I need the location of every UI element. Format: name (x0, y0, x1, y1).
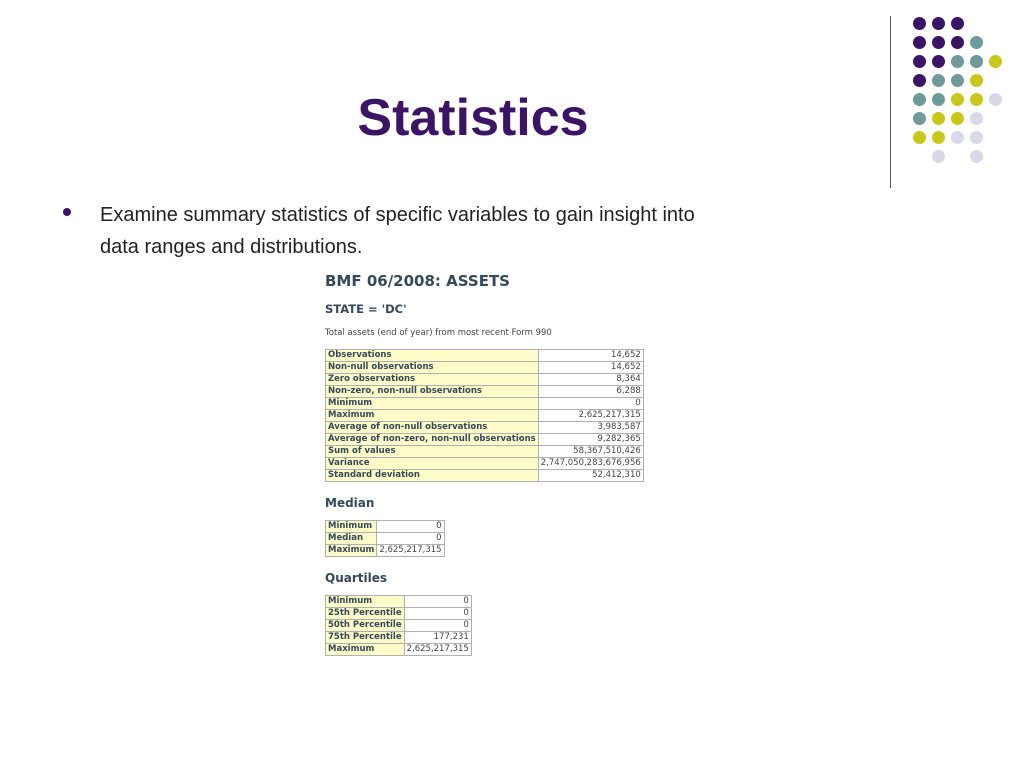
row-value: 52,412,310 (538, 470, 643, 482)
row-label: Zero observations (326, 374, 539, 386)
row-value: 2,625,217,315 (377, 545, 444, 557)
decorative-dot (970, 55, 983, 68)
decorative-dot (970, 93, 983, 106)
row-label: Standard deviation (326, 470, 539, 482)
row-label: Minimum (326, 521, 377, 533)
row-label: 25th Percentile (326, 608, 405, 620)
table-row (326, 446, 644, 458)
table-row (326, 608, 472, 620)
row-value: 2,625,217,315 (404, 644, 471, 656)
report-subtitle: STATE = 'DC' (325, 302, 407, 316)
decorative-dot (970, 112, 983, 125)
row-label: Minimum (326, 596, 405, 608)
table-row (326, 398, 644, 410)
table-row (326, 434, 644, 446)
decorative-dot (932, 150, 945, 163)
table-row (326, 386, 644, 398)
row-value: 8,364 (538, 374, 643, 386)
decorative-dot (913, 36, 926, 49)
table-row (326, 632, 472, 644)
decorative-dot (989, 93, 1002, 106)
row-label: 50th Percentile (326, 620, 405, 632)
decorative-dot (951, 93, 964, 106)
row-label: Maximum (326, 545, 377, 557)
row-label: Variance (326, 458, 539, 470)
row-value: 177,231 (404, 632, 471, 644)
statistics-report (325, 272, 645, 656)
row-label: Observations (326, 350, 539, 362)
row-value: 2,747,050,283,676,956 (538, 458, 643, 470)
row-label: Average of non-null observations (326, 422, 539, 434)
row-value: 58,367,510,426 (538, 446, 643, 458)
decorative-dot (951, 74, 964, 87)
row-value: 0 (404, 620, 471, 632)
row-value: 6,288 (538, 386, 643, 398)
row-value: 0 (377, 521, 444, 533)
decorative-dot (951, 112, 964, 125)
row-value: 2,625,217,315 (538, 410, 643, 422)
row-value: 14,652 (538, 350, 643, 362)
table-row (326, 350, 644, 362)
decorative-dot (913, 74, 926, 87)
row-label: Sum of values (326, 446, 539, 458)
table-row (326, 422, 644, 434)
row-value: 9,282,365 (538, 434, 643, 446)
decorative-dot (932, 55, 945, 68)
table-row (326, 644, 472, 656)
summary-table (325, 349, 644, 482)
quartiles-table (325, 595, 472, 656)
table-row (326, 620, 472, 632)
decorative-dot (913, 17, 926, 30)
row-value: 0 (538, 398, 643, 410)
row-label: Minimum (326, 398, 539, 410)
table-row (326, 410, 644, 422)
row-label: Maximum (326, 644, 405, 656)
decorative-dot (970, 36, 983, 49)
table-row (326, 545, 445, 557)
slide-title: Statistics (357, 89, 589, 147)
decorative-dot (951, 55, 964, 68)
quartiles-heading: Quartiles (325, 571, 388, 585)
row-label: Non-null observations (326, 362, 539, 374)
row-label: Average of non-zero, non-null observations (326, 434, 539, 446)
table-row (326, 533, 445, 545)
row-label: Non-zero, non-null observations (326, 386, 539, 398)
bullet-icon (63, 208, 71, 216)
table-row (326, 596, 472, 608)
table-row (326, 521, 445, 533)
row-value: 14,652 (538, 362, 643, 374)
bullet-text: Examine summary statistics of specific variables to gain insight into data ranges and distributions. (100, 204, 695, 258)
table-row (326, 470, 644, 482)
decorative-dot (970, 150, 983, 163)
decorative-dot (951, 36, 964, 49)
row-label: Median (326, 533, 377, 545)
decorative-dot (951, 17, 964, 30)
report-description: Total assets (end of year) from most recent Form 990 (325, 328, 552, 338)
decorative-dot (913, 55, 926, 68)
table-row (326, 362, 644, 374)
row-value: 0 (404, 608, 471, 620)
median-table (325, 520, 445, 557)
row-label: 75th Percentile (326, 632, 405, 644)
decorative-dot (970, 131, 983, 144)
decorative-dot (932, 17, 945, 30)
row-value: 0 (377, 533, 444, 545)
row-value: 3,983,587 (538, 422, 643, 434)
median-heading: Median (325, 496, 375, 510)
row-label: Maximum (326, 410, 539, 422)
decorative-dot (932, 36, 945, 49)
decorative-dot (970, 74, 983, 87)
table-row (326, 374, 644, 386)
row-value: 0 (404, 596, 471, 608)
report-title: BMF 06/2008: ASSETS (325, 272, 510, 290)
decorative-dot (951, 131, 964, 144)
decorative-dot (989, 55, 1002, 68)
table-row (326, 458, 644, 470)
decorative-dot (932, 74, 945, 87)
